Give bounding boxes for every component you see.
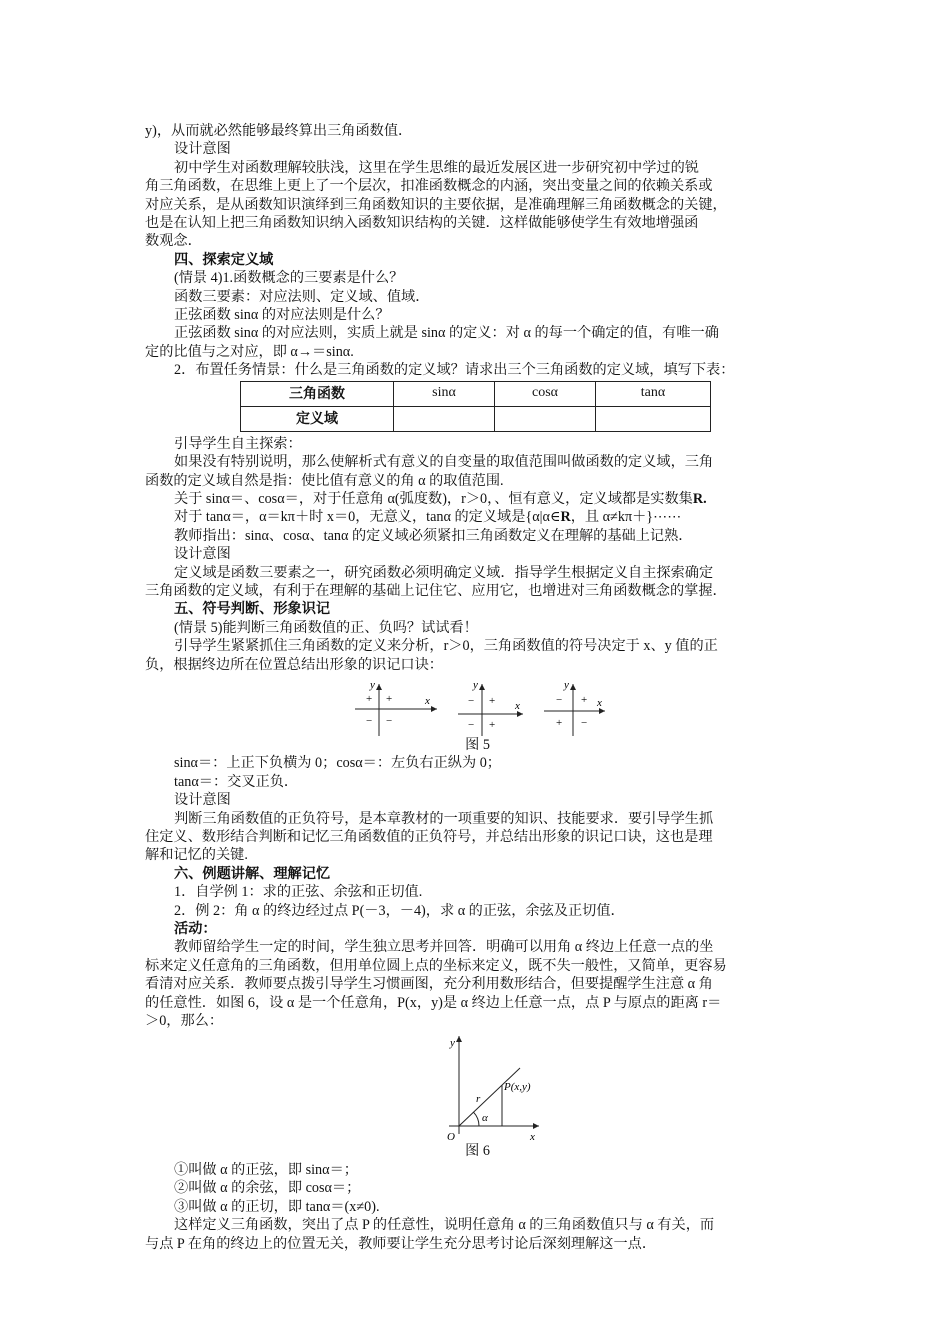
- y-arrow-icon: [456, 1036, 462, 1042]
- text-span: 对于 tanα＝，α＝kπ＋时 x＝0，无意义，tanα 的定义域是{α|α∈: [174, 509, 561, 526]
- table-cell: [495, 406, 596, 431]
- x-label: x: [597, 696, 602, 709]
- sign-q4: −: [386, 714, 393, 727]
- text-line: 解和记忆的关键.: [145, 847, 248, 864]
- origin-label: O: [447, 1131, 455, 1143]
- design-intent-label: 设计意图: [174, 792, 231, 809]
- document-page: [145, 122, 810, 1253]
- figure-caption: 图 6: [465, 1143, 490, 1160]
- text-line: ＞0，那么：: [145, 1013, 224, 1030]
- sincos-domain: [145, 490, 810, 508]
- sign-diagram-tan: [544, 679, 605, 736]
- figure-6: [145, 1030, 810, 1142]
- design-intent-label: 设计意图: [174, 546, 231, 563]
- paragraph: y)，从而就必然能够最终算出三角函数值．: [145, 123, 413, 139]
- point-label: P(x,y): [504, 1081, 531, 1094]
- text-span: ，且 α≠kπ＋}⋯⋯: [570, 509, 682, 526]
- alpha-label: α: [482, 1112, 488, 1125]
- teacher-note: 教师指出：sinα、cosα、tanα 的定义域必须紧扣三角函数定义在理解的基础上记熟．: [174, 527, 693, 544]
- figure-5: [145, 676, 810, 736]
- sign-q4: −: [581, 716, 588, 729]
- text-line: 也是在认知上把三角函数知识纳入函数知识结构的关键．这样做能够使学生有效地增强函: [145, 215, 699, 232]
- text-line: 判断三角函数值的正负符号，是本章教材的一项重要的知识、技能要求．要引导学生抓: [174, 810, 714, 827]
- text-line: 负，根据终边所在位置总结出形象的识记口诀：: [145, 656, 443, 673]
- table-header-cell: 三角函数: [241, 381, 394, 406]
- answer-line: 正弦函数 sinα 的对应法则，实质上就是 sinα 的定义：对 α 的每一个确定的值，有唯一确: [174, 325, 719, 342]
- reals-symbol: R: [560, 509, 571, 526]
- sign-q2: −: [468, 694, 475, 707]
- sign-diagram-sin: [355, 679, 437, 736]
- text-line: 初中学生对函数理解较肤浅，这里在学生思维的最近发展区进一步研究初中学过的锐: [174, 159, 699, 176]
- section-heading: 四、探索定义域: [174, 251, 274, 268]
- question: (情景 5)能判断三角函数值的正、负吗？试试看！: [174, 619, 478, 636]
- sign-q1: +: [489, 694, 496, 707]
- text-line: 数观念．: [145, 233, 202, 250]
- x-arrow-icon: [431, 706, 437, 712]
- y-label: y: [564, 678, 569, 691]
- x-arrow-icon: [533, 1123, 539, 1129]
- y-arrow-icon: [479, 684, 485, 690]
- mnemonic: sinα＝：上正下负横为 0；cosα＝：左负右正纵为 0；: [174, 755, 501, 772]
- sign-diagram-cos: [458, 679, 523, 736]
- sign-q3: −: [366, 714, 373, 727]
- y-arrow-icon: [570, 684, 576, 690]
- x-label: x: [425, 694, 430, 707]
- definition: ②叫做 α 的余弦，即 cosα＝；: [174, 1180, 361, 1197]
- text-span: 关于 sinα＝、cosα＝，对于任意角 α(弧度数)，r＞0，、恒有意义，定义域都是实数集: [174, 490, 693, 507]
- text-line: 如果没有特别说明，那么使解析式有意义的自变量的取值范围叫做函数的定义域，三角: [174, 454, 714, 471]
- tan-domain: [145, 508, 810, 526]
- table-cell: [394, 406, 495, 431]
- sign-q2: +: [366, 692, 373, 705]
- y-label: y: [473, 678, 478, 691]
- x-label: x: [530, 1131, 535, 1143]
- table-row: [241, 406, 711, 431]
- text-line: 的任意性．如图 6，设 α 是一个任意角，P(x，y)是 α 终边上任意一点，点 P 与原点的距离 r＝: [145, 994, 722, 1011]
- text-line: 标来定义任意角的三角函数，但用单位圆上点的坐标来定义，既不失一般性，又简单，更容易: [145, 957, 727, 974]
- sign-q4: +: [489, 718, 496, 731]
- table-cell: 定义域: [241, 406, 394, 431]
- angle-arc: [474, 1113, 480, 1127]
- sign-q1: +: [581, 693, 588, 706]
- sign-q3: +: [556, 716, 563, 729]
- y-label: y: [370, 678, 375, 691]
- radius-label: r: [476, 1093, 481, 1106]
- angle-diagram: [145, 1030, 810, 1142]
- sign-q1: +: [386, 692, 393, 705]
- activity-label: 活动：: [174, 921, 217, 938]
- answer-line: 定的比值与之对应，即 α→＝sinα.: [145, 343, 354, 360]
- y-label: y: [450, 1037, 455, 1050]
- text-line: 这样定义三角函数，突出了点 P 的任意性，说明任意角 α 的三角函数值只与 α 有关，而: [174, 1217, 715, 1234]
- section-heading: 五、符号判断、形象识记: [174, 601, 331, 618]
- guide-label: 引导学生自主探索：: [174, 435, 302, 452]
- text-line: 函数的定义域自然是指：使比值有意义的角 α 的取值范围.: [145, 472, 504, 489]
- text-line: 看清对应关系．教师要点拨引导学生习惯画图，充分利用数形结合，但要提醒学生注意 α 角: [145, 976, 713, 993]
- table-header-cell: sinα: [394, 381, 495, 406]
- definition: ③叫做 α 的正切，即 tanα＝(x≠0).: [174, 1198, 380, 1215]
- text-line: 引导学生紧紧抓住三角函数的定义来分析，r＞0，三角函数值的符号决定于 x、y 值的正: [174, 638, 718, 655]
- reals-symbol: R.: [692, 490, 707, 507]
- table-header-cell: cosα: [495, 381, 596, 406]
- text-line: 与点 P 在角的终边上的位置无关，教师要让学生充分思考讨论后深刻理解这一点．: [145, 1235, 657, 1252]
- domain-table: [240, 381, 711, 432]
- design-intent-label: 设计意图: [174, 141, 231, 158]
- table-header-cell: tanα: [596, 381, 711, 406]
- answer: 函数三要素：对应法则、定义域、值域．: [174, 288, 430, 305]
- text-line: 定义域是函数三要素之一，研究函数必须明确定义域．指导学生根据定义自主探索确定: [174, 564, 714, 581]
- figure-caption: 图 5: [465, 736, 490, 753]
- sign-q3: −: [468, 718, 475, 731]
- text-line: 对应关系，是从函数知识演绎到三角函数知识的主要依据，是准确理解三角函数概念的关键，: [145, 196, 727, 213]
- sign-q2: −: [556, 693, 563, 706]
- example: 2．例 2：角 α 的终边经过点 P(－3，－4)，求 α 的正弦，余弦及正切值．: [174, 902, 625, 919]
- question: 正弦函数 sinα 的对应法则是什么？: [174, 307, 390, 324]
- text-line: 住定义、数形结合判断和记忆三角函数值的正负符号，并总结出形象的识记口诀，这也是理: [145, 829, 713, 845]
- terminal-side: [459, 1068, 520, 1126]
- mnemonic: tanα＝：交叉正负．: [174, 773, 299, 790]
- task-text: 2．布置任务情景：什么是三角函数的定义域？请求出三个三角函数的定义域，填写下表：: [174, 362, 735, 379]
- text-line: 角三角函数，在思维上更上了一个层次，扣准函数概念的内涵，突出变量之间的依赖关系或: [145, 178, 713, 195]
- design-intent-text: [145, 159, 810, 251]
- section-heading: 六、例题讲解、理解记忆: [174, 865, 331, 882]
- question: (情景 4)1.函数概念的三要素是什么？: [174, 270, 404, 287]
- example: 1．自学例 1：求的正弦、余弦和正切值.: [174, 884, 423, 901]
- text-line: 三角函数的定义域，有利于在理解的基础上记住它、应用它，也增进对三角函数概念的掌握．: [145, 582, 727, 599]
- sign-diagrams: [145, 676, 810, 738]
- table-row: [241, 381, 711, 406]
- y-arrow-icon: [376, 684, 382, 690]
- definition: ①叫做 α 的正弦，即 sinα＝；: [174, 1161, 358, 1178]
- x-label: x: [515, 699, 520, 712]
- text-line: 教师留给学生一定的时间，学生独立思考并回答．明确可以用角 α 终边上任意一点的坐: [174, 939, 714, 956]
- table-cell: [596, 406, 711, 431]
